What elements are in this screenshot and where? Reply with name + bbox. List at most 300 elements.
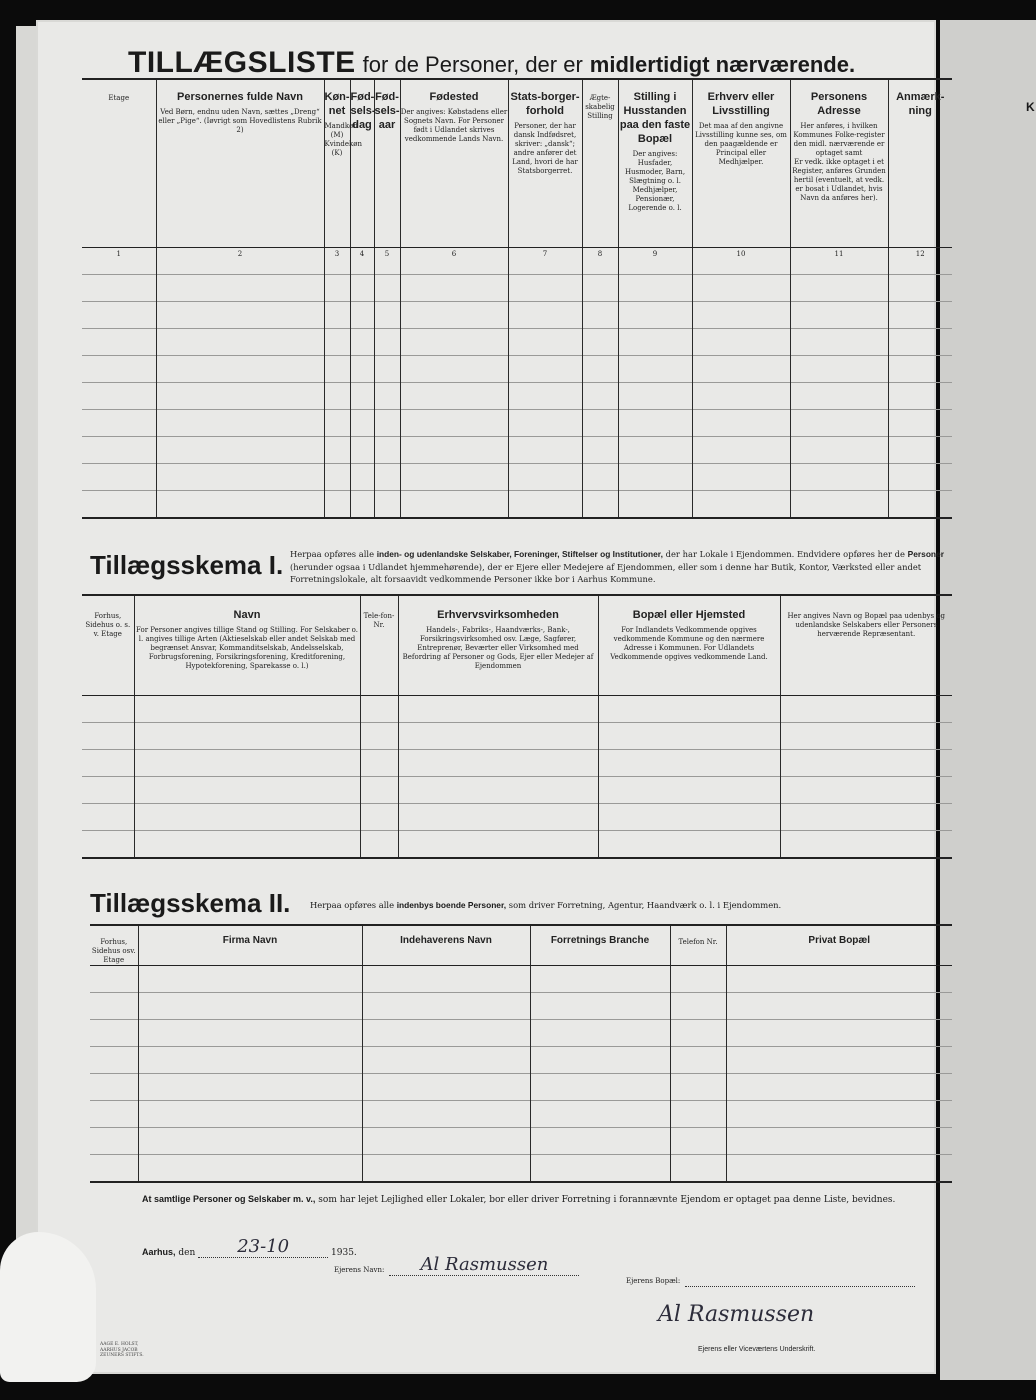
empty-cell[interactable] — [156, 409, 324, 436]
empty-cell[interactable] — [618, 436, 692, 463]
empty-cell[interactable] — [82, 463, 156, 490]
tillaegsliste-col-header-6 — [400, 79, 508, 258]
tillaegsliste-col-number: 5 — [384, 249, 390, 258]
empty-cell[interactable] — [508, 355, 582, 382]
empty-cell[interactable] — [508, 301, 582, 328]
empty-cell[interactable] — [350, 382, 374, 409]
tillaegsliste-col-title: Stats-borger-forhold — [510, 91, 580, 117]
empty-cell[interactable] — [790, 490, 888, 518]
empty-cell[interactable] — [82, 409, 156, 436]
empty-cell[interactable] — [726, 1020, 952, 1047]
empty-cell[interactable] — [134, 749, 360, 776]
tillaegsliste-title: TILLÆGSLISTE for de Personer, der er midlertidigt nærværende. — [128, 46, 856, 79]
empty-cell[interactable] — [598, 722, 780, 749]
empty-cell[interactable] — [90, 1047, 138, 1074]
empty-cell[interactable] — [692, 409, 790, 436]
skema1-col-note: Tele-fon-Nr. — [363, 612, 395, 629]
empty-cell[interactable] — [90, 993, 138, 1020]
table-row — [90, 1020, 952, 1047]
skema1-col-title: Bopæl eller Hjemsted — [632, 609, 746, 621]
empty-cell[interactable] — [780, 803, 952, 830]
empty-cell[interactable] — [362, 1128, 530, 1155]
empty-cell[interactable] — [398, 695, 598, 722]
table-row — [82, 328, 952, 355]
empty-cell[interactable] — [670, 993, 726, 1020]
empty-cell[interactable] — [726, 1074, 952, 1101]
skema2-col-header-1 — [90, 925, 138, 966]
empty-cell[interactable] — [362, 1155, 530, 1183]
empty-cell[interactable] — [374, 463, 400, 490]
skema2-col-title: Privat Bopæl — [808, 935, 871, 946]
empty-cell[interactable] — [324, 409, 350, 436]
date-handwritten: 23-10 — [237, 1236, 290, 1257]
empty-cell[interactable] — [398, 722, 598, 749]
skema2-col-title: Indehaverens Navn — [400, 935, 492, 946]
empty-cell[interactable] — [138, 966, 362, 993]
empty-cell[interactable] — [82, 355, 156, 382]
empty-cell[interactable] — [362, 993, 530, 1020]
empty-cell[interactable] — [400, 355, 508, 382]
skema1-col-note: Forhus, Sidehus o. s. v. Etage — [85, 612, 131, 638]
table-row — [82, 830, 952, 858]
empty-cell[interactable] — [134, 776, 360, 803]
tillaegsliste-col-title: Fød-sels-aar — [374, 91, 400, 131]
tillaegsliste-col-title: Fød-sels-dag — [350, 91, 376, 131]
empty-cell[interactable] — [138, 1128, 362, 1155]
empty-cell[interactable] — [398, 803, 598, 830]
skema1-col-note: For Personer angives tillige Stand og Stilling. For Selskaber o. l. angives tillige Arten (Aktieselskab eller andet Selskab med begrænset Ansvar, Kommanditselskab, Andelsselskab, Forbrugsforening, Forsikringsforening, Kreditforening, Hypotekforening, Sparekasse o. l.) — [136, 626, 358, 670]
owner-name-handwritten: Al Rasmussen — [420, 1254, 549, 1275]
empty-cell[interactable] — [582, 382, 618, 409]
empty-cell[interactable] — [398, 749, 598, 776]
empty-cell[interactable] — [618, 355, 692, 382]
empty-cell[interactable] — [374, 382, 400, 409]
empty-cell[interactable] — [582, 436, 618, 463]
empty-cell[interactable] — [138, 1074, 362, 1101]
empty-cell[interactable] — [82, 436, 156, 463]
empty-cell[interactable] — [350, 274, 374, 301]
empty-cell[interactable] — [324, 436, 350, 463]
empty-cell[interactable] — [324, 274, 350, 301]
empty-cell[interactable] — [90, 1101, 138, 1128]
table-row — [82, 695, 952, 722]
empty-cell[interactable] — [790, 382, 888, 409]
tillaegsliste-col-title: Anmærk-ning — [896, 91, 945, 117]
empty-cell[interactable] — [360, 830, 398, 858]
empty-cell[interactable] — [888, 301, 952, 328]
empty-cell[interactable] — [362, 1020, 530, 1047]
empty-cell[interactable] — [780, 722, 952, 749]
empty-cell[interactable] — [582, 490, 618, 518]
empty-cell[interactable] — [598, 695, 780, 722]
empty-cell[interactable] — [324, 463, 350, 490]
skema1-col-title: Navn — [233, 609, 261, 621]
tillaegsliste-col-note-extra: Er vedk. ikke optaget i et Register, anføres Grunden hertil (eventuelt, at vedk. er bosat i Udlandet, hvis Navn da anføres her). — [792, 158, 886, 202]
owner-name-line: Ejerens Navn: Al Rasmussen — [334, 1254, 579, 1276]
empty-cell[interactable] — [692, 463, 790, 490]
empty-cell[interactable] — [598, 830, 780, 858]
empty-cell[interactable] — [400, 490, 508, 518]
empty-cell[interactable] — [374, 409, 400, 436]
empty-cell[interactable] — [598, 749, 780, 776]
skema2-col-title: Firma Navn — [222, 935, 278, 946]
owner-address-line: Ejerens Bopæl: — [626, 1268, 915, 1287]
attestation-text: At samtlige Personer og Selskaber m. v., som har lejet Lejlighed eller Lokaler, bor eller driver Forretning i forannævnte Ejendom er optaget paa denne Liste, bevidnes. — [142, 1194, 896, 1205]
tillaegsliste-col-header-1 — [82, 79, 156, 258]
empty-cell[interactable] — [350, 355, 374, 382]
empty-cell[interactable] — [530, 1101, 670, 1128]
tillaegsliste-col-number: 12 — [915, 249, 925, 258]
empty-cell[interactable] — [156, 463, 324, 490]
empty-cell[interactable] — [400, 409, 508, 436]
empty-cell[interactable] — [582, 355, 618, 382]
empty-cell[interactable] — [138, 1101, 362, 1128]
tillaegsliste-col-number: 2 — [237, 249, 243, 258]
empty-cell[interactable] — [888, 382, 952, 409]
table-row — [90, 1047, 952, 1074]
empty-cell[interactable] — [888, 409, 952, 436]
empty-cell[interactable] — [156, 490, 324, 518]
table-row — [82, 409, 952, 436]
empty-cell[interactable] — [138, 993, 362, 1020]
skema1-col-header-2 — [134, 595, 360, 695]
skema2-title: Tillægsskema II. — [90, 888, 291, 918]
empty-cell[interactable] — [400, 382, 508, 409]
skema2-col-header-6 — [726, 925, 952, 966]
tillaegsliste-col-header-5 — [374, 79, 400, 258]
empty-cell[interactable] — [582, 328, 618, 355]
empty-cell[interactable] — [692, 328, 790, 355]
skema1-col-header-6 — [780, 595, 952, 695]
empty-cell[interactable] — [350, 328, 374, 355]
skema1-table — [82, 594, 952, 859]
empty-cell[interactable] — [362, 1074, 530, 1101]
empty-cell[interactable] — [618, 274, 692, 301]
empty-cell[interactable] — [618, 490, 692, 518]
tillaegsliste-col-header-10 — [692, 79, 790, 258]
empty-cell[interactable] — [692, 436, 790, 463]
skema2-col-title: Forretnings Branche — [550, 935, 650, 946]
empty-cell[interactable] — [82, 274, 156, 301]
empty-cell[interactable] — [374, 301, 400, 328]
empty-cell[interactable] — [726, 1155, 952, 1183]
skema1-col-note: Her angives Navn og Bopæl paa udenbys og udenlandske Selskabers eller Personers herværende Repræsentant. — [787, 612, 946, 638]
tillaegsliste-col-title: Fødested — [429, 91, 479, 103]
empty-cell[interactable] — [692, 301, 790, 328]
empty-cell[interactable] — [888, 463, 952, 490]
signature-handwritten: Al Rasmussen — [658, 1302, 815, 1327]
empty-cell[interactable] — [508, 490, 582, 518]
tillaegsliste-col-number: 7 — [542, 249, 548, 258]
empty-cell[interactable] — [90, 966, 138, 993]
empty-cell[interactable] — [790, 328, 888, 355]
empty-cell[interactable] — [790, 301, 888, 328]
empty-cell[interactable] — [82, 830, 134, 858]
empty-cell[interactable] — [692, 382, 790, 409]
table-row — [90, 993, 952, 1020]
skema2-col-header-4 — [530, 925, 670, 966]
skema2-col-header-5 — [670, 925, 726, 966]
empty-cell[interactable] — [82, 803, 134, 830]
empty-cell[interactable] — [508, 328, 582, 355]
tillaegsliste-col-note: Det maa af den angivne Livsstilling kunne ses, om den paagældende er Principal eller Medhjælper. — [695, 122, 787, 166]
skema1-col-title: Erhvervsvirksomheden — [437, 609, 559, 621]
empty-cell[interactable] — [350, 301, 374, 328]
empty-cell[interactable] — [362, 1101, 530, 1128]
empty-cell[interactable] — [350, 490, 374, 518]
skema2-table — [90, 924, 952, 1183]
empty-cell[interactable] — [692, 274, 790, 301]
empty-cell[interactable] — [156, 436, 324, 463]
right-page-edge — [940, 20, 1036, 1380]
empty-cell[interactable] — [780, 776, 952, 803]
skema1-col-header-1 — [82, 595, 134, 695]
empty-cell[interactable] — [156, 355, 324, 382]
skema1-col-header-3 — [360, 595, 398, 695]
skema2-col-note: Telefon Nr. — [678, 938, 718, 946]
empty-cell[interactable] — [360, 749, 398, 776]
empty-cell[interactable] — [134, 722, 360, 749]
empty-cell[interactable] — [618, 409, 692, 436]
empty-cell[interactable] — [780, 830, 952, 858]
left-page-edge — [16, 26, 36, 1316]
skema2-note: Herpaa opføres alle indenbys boende Personer, som driver Forretning, Agentur, Haandværk o. l. i Ejendommen. — [310, 900, 782, 910]
empty-cell[interactable] — [82, 722, 134, 749]
empty-cell[interactable] — [530, 966, 670, 993]
tillaegsliste-col-title: Personens Adresse — [810, 91, 868, 117]
empty-cell[interactable] — [324, 355, 350, 382]
date-line: Aarhus, den 23-10 1935. — [142, 1236, 357, 1258]
empty-cell[interactable] — [350, 463, 374, 490]
right-edge-mark: K — [1026, 100, 1035, 114]
empty-cell[interactable] — [508, 463, 582, 490]
table-row — [82, 436, 952, 463]
empty-cell[interactable] — [82, 328, 156, 355]
empty-cell[interactable] — [582, 274, 618, 301]
empty-cell[interactable] — [360, 776, 398, 803]
empty-cell[interactable] — [138, 1155, 362, 1183]
empty-cell[interactable] — [324, 490, 350, 518]
empty-cell[interactable] — [530, 1074, 670, 1101]
tillaegsliste-col-header-4 — [350, 79, 376, 258]
tillaegsliste-col-header-7 — [508, 79, 582, 258]
empty-cell[interactable] — [508, 436, 582, 463]
empty-cell[interactable] — [398, 830, 598, 858]
table-row — [82, 355, 952, 382]
tillaegsliste-col-note: Der angives: Husfader, Husmoder, Barn, Slægtning o. l. Medhjælper, Pensionær, Logerende o. l. — [624, 150, 686, 212]
empty-cell[interactable] — [790, 274, 888, 301]
table-row — [90, 966, 952, 993]
empty-cell[interactable] — [324, 382, 350, 409]
skema1-note: Herpaa opføres alle inden- og udenlandske Selskaber, Foreninger, Stiftelser og Institutioner, der har Lokale i Ejendommen. Endvidere opføres her de Personer (herunder ogsaa i Udlandet hjemmehørende), der er Ejere eller Medejere af Ejendommen, eller som i denne har Butik, Kontor, Værksted eller andet Forretningslokale, alt forsaavidt vedkommende Personer ikke bor i Aarhus Kommune. — [290, 549, 944, 584]
table-row — [90, 1128, 952, 1155]
empty-cell[interactable] — [134, 695, 360, 722]
empty-cell[interactable] — [360, 695, 398, 722]
empty-cell[interactable] — [670, 1074, 726, 1101]
empty-cell[interactable] — [598, 776, 780, 803]
empty-cell[interactable] — [156, 382, 324, 409]
empty-cell[interactable] — [134, 803, 360, 830]
empty-cell[interactable] — [508, 409, 582, 436]
empty-cell[interactable] — [888, 355, 952, 382]
empty-cell[interactable] — [726, 1128, 952, 1155]
empty-cell[interactable] — [82, 490, 156, 518]
empty-cell[interactable] — [156, 274, 324, 301]
tillaegsliste-col-note: Etage — [108, 94, 130, 102]
tillaegsliste-col-note: Ved Børn, endnu uden Navn, sættes „Dreng“ eller „Pige“. (Iøvrigt som Hovedlistens Rubrik 2) — [158, 108, 322, 134]
empty-cell[interactable] — [400, 436, 508, 463]
empty-cell[interactable] — [90, 1020, 138, 1047]
empty-cell[interactable] — [670, 966, 726, 993]
table-row — [82, 274, 952, 301]
empty-cell[interactable] — [790, 436, 888, 463]
empty-cell[interactable] — [670, 1128, 726, 1155]
tillaegsliste-col-title: Køn-net — [324, 91, 350, 117]
tillaegsliste-col-title: Erhverv eller Livsstilling — [707, 91, 775, 117]
empty-cell[interactable] — [530, 1020, 670, 1047]
empty-cell[interactable] — [156, 328, 324, 355]
empty-cell[interactable] — [400, 301, 508, 328]
empty-cell[interactable] — [362, 1047, 530, 1074]
empty-cell[interactable] — [618, 463, 692, 490]
empty-cell[interactable] — [374, 274, 400, 301]
empty-cell[interactable] — [374, 436, 400, 463]
empty-cell[interactable] — [82, 695, 134, 722]
table-row — [90, 1101, 952, 1128]
tillaegsliste-col-header-2 — [156, 79, 324, 258]
skema1-col-note: For Indlandets Vedkommende opgives vedkommende Kommune og den nærmere Adresse i Kommunen. For Udlandets Vedkommende opgives vedkommende Land. — [610, 626, 768, 661]
empty-cell[interactable] — [82, 382, 156, 409]
empty-cell[interactable] — [90, 1128, 138, 1155]
tillaegsliste-col-number: 11 — [834, 249, 844, 258]
tillaegsliste-col-note: Ægte-skabelig Stilling — [585, 94, 615, 120]
empty-cell[interactable] — [324, 328, 350, 355]
empty-cell[interactable] — [618, 301, 692, 328]
tillaegsliste-col-note: Personer, der har dansk Indfødsret, skriver: „dansk“; andre anfører det Land, hvori de har Statsborgerret. — [512, 122, 578, 175]
empty-cell[interactable] — [530, 1128, 670, 1155]
empty-cell[interactable] — [324, 301, 350, 328]
table-row — [90, 1074, 952, 1101]
table-row — [82, 776, 952, 803]
empty-cell[interactable] — [350, 409, 374, 436]
empty-cell[interactable] — [582, 463, 618, 490]
empty-cell[interactable] — [726, 1101, 952, 1128]
table-row — [90, 1155, 952, 1183]
empty-cell[interactable] — [888, 328, 952, 355]
empty-cell[interactable] — [530, 1155, 670, 1183]
skema2-col-header-3 — [362, 925, 530, 966]
empty-cell[interactable] — [508, 382, 582, 409]
empty-cell[interactable] — [726, 966, 952, 993]
empty-cell[interactable] — [670, 1020, 726, 1047]
tillaegsliste-col-number: 3 — [334, 249, 340, 258]
empty-cell[interactable] — [618, 382, 692, 409]
empty-cell[interactable] — [374, 490, 400, 518]
empty-cell[interactable] — [360, 722, 398, 749]
table-row — [82, 301, 952, 328]
empty-cell[interactable] — [790, 463, 888, 490]
empty-cell[interactable] — [670, 1155, 726, 1183]
empty-cell[interactable] — [530, 1047, 670, 1074]
empty-cell[interactable] — [362, 966, 530, 993]
empty-cell[interactable] — [134, 830, 360, 858]
tillaegsliste-col-number: 6 — [451, 249, 457, 258]
empty-cell[interactable] — [692, 490, 790, 518]
tillaegsliste-col-note: Mandkøn (M) Kvindekøn (K) — [324, 122, 363, 157]
empty-cell[interactable] — [598, 803, 780, 830]
empty-cell[interactable] — [726, 993, 952, 1020]
empty-cell[interactable] — [780, 749, 952, 776]
empty-cell[interactable] — [790, 409, 888, 436]
printer-imprint: AAGE E. HOLST, AARHUS JACOB ZEUNERS STIFTS. — [100, 1342, 144, 1358]
empty-cell[interactable] — [670, 1101, 726, 1128]
empty-cell[interactable] — [398, 776, 598, 803]
tillaegsliste-col-header-9 — [618, 79, 692, 258]
tillaegsliste-col-header-8 — [582, 79, 618, 258]
table-row — [82, 490, 952, 518]
empty-cell[interactable] — [360, 803, 398, 830]
skema1-title: Tillægsskema I. — [90, 550, 284, 580]
empty-cell[interactable] — [374, 355, 400, 382]
empty-cell[interactable] — [670, 1047, 726, 1074]
empty-cell[interactable] — [790, 355, 888, 382]
empty-cell[interactable] — [888, 436, 952, 463]
empty-cell[interactable] — [692, 355, 790, 382]
empty-cell[interactable] — [138, 1047, 362, 1074]
empty-cell[interactable] — [82, 776, 134, 803]
empty-cell[interactable] — [374, 328, 400, 355]
empty-cell[interactable] — [582, 301, 618, 328]
empty-cell[interactable] — [888, 274, 952, 301]
empty-cell[interactable] — [156, 301, 324, 328]
empty-cell[interactable] — [82, 749, 134, 776]
skema2-col-header-2 — [138, 925, 362, 966]
signature-line — [658, 1302, 814, 1327]
table-row — [82, 722, 952, 749]
empty-cell[interactable] — [888, 490, 952, 518]
empty-cell[interactable] — [582, 409, 618, 436]
signature-caption: Ejerens eller Viceværtens Underskrift. — [698, 1346, 816, 1353]
empty-cell[interactable] — [400, 328, 508, 355]
table-row — [82, 749, 952, 776]
empty-cell[interactable] — [530, 993, 670, 1020]
empty-cell[interactable] — [618, 328, 692, 355]
tillaegsliste-col-number: 8 — [597, 249, 603, 258]
form-page — [38, 22, 946, 1372]
skema1-col-header-5 — [598, 595, 780, 695]
empty-cell[interactable] — [82, 301, 156, 328]
tillaegsliste-col-number: 1 — [116, 249, 121, 258]
empty-cell[interactable] — [90, 1074, 138, 1101]
empty-cell[interactable] — [90, 1155, 138, 1183]
skema1-col-header-4 — [398, 595, 598, 695]
table-row — [82, 803, 952, 830]
empty-cell[interactable] — [780, 695, 952, 722]
empty-cell[interactable] — [138, 1020, 362, 1047]
empty-cell[interactable] — [726, 1047, 952, 1074]
tillaegsliste-col-number: 9 — [652, 249, 658, 258]
empty-cell[interactable] — [350, 436, 374, 463]
empty-cell[interactable] — [400, 463, 508, 490]
tillaegsliste-col-title: Personernes fulde Navn — [177, 91, 303, 103]
tillaegsliste-col-note: Der angives: Købstadens eller Sognets Navn. For Personer født i Udlandet skrives vedkommende Lands Navn. — [400, 108, 508, 143]
table-row — [82, 463, 952, 490]
empty-cell[interactable] — [400, 274, 508, 301]
tillaegsliste-col-note: Her anføres, i hvilken Kommunes Folke-register den midl. nærværende er optaget samt — [793, 122, 885, 157]
skema1-col-note: Handels-, Fabriks-, Haandværks-, Bank-, Forsikringsvirksomhed osv. Læge, Sagfører, Entreprenør, Beværter eller Virksomhed med Befordring af Personer og Gods, Ejer eller Medejer af Ejendommen — [402, 626, 594, 670]
tillaegsliste-col-number: 10 — [736, 249, 746, 258]
empty-cell[interactable] — [508, 274, 582, 301]
